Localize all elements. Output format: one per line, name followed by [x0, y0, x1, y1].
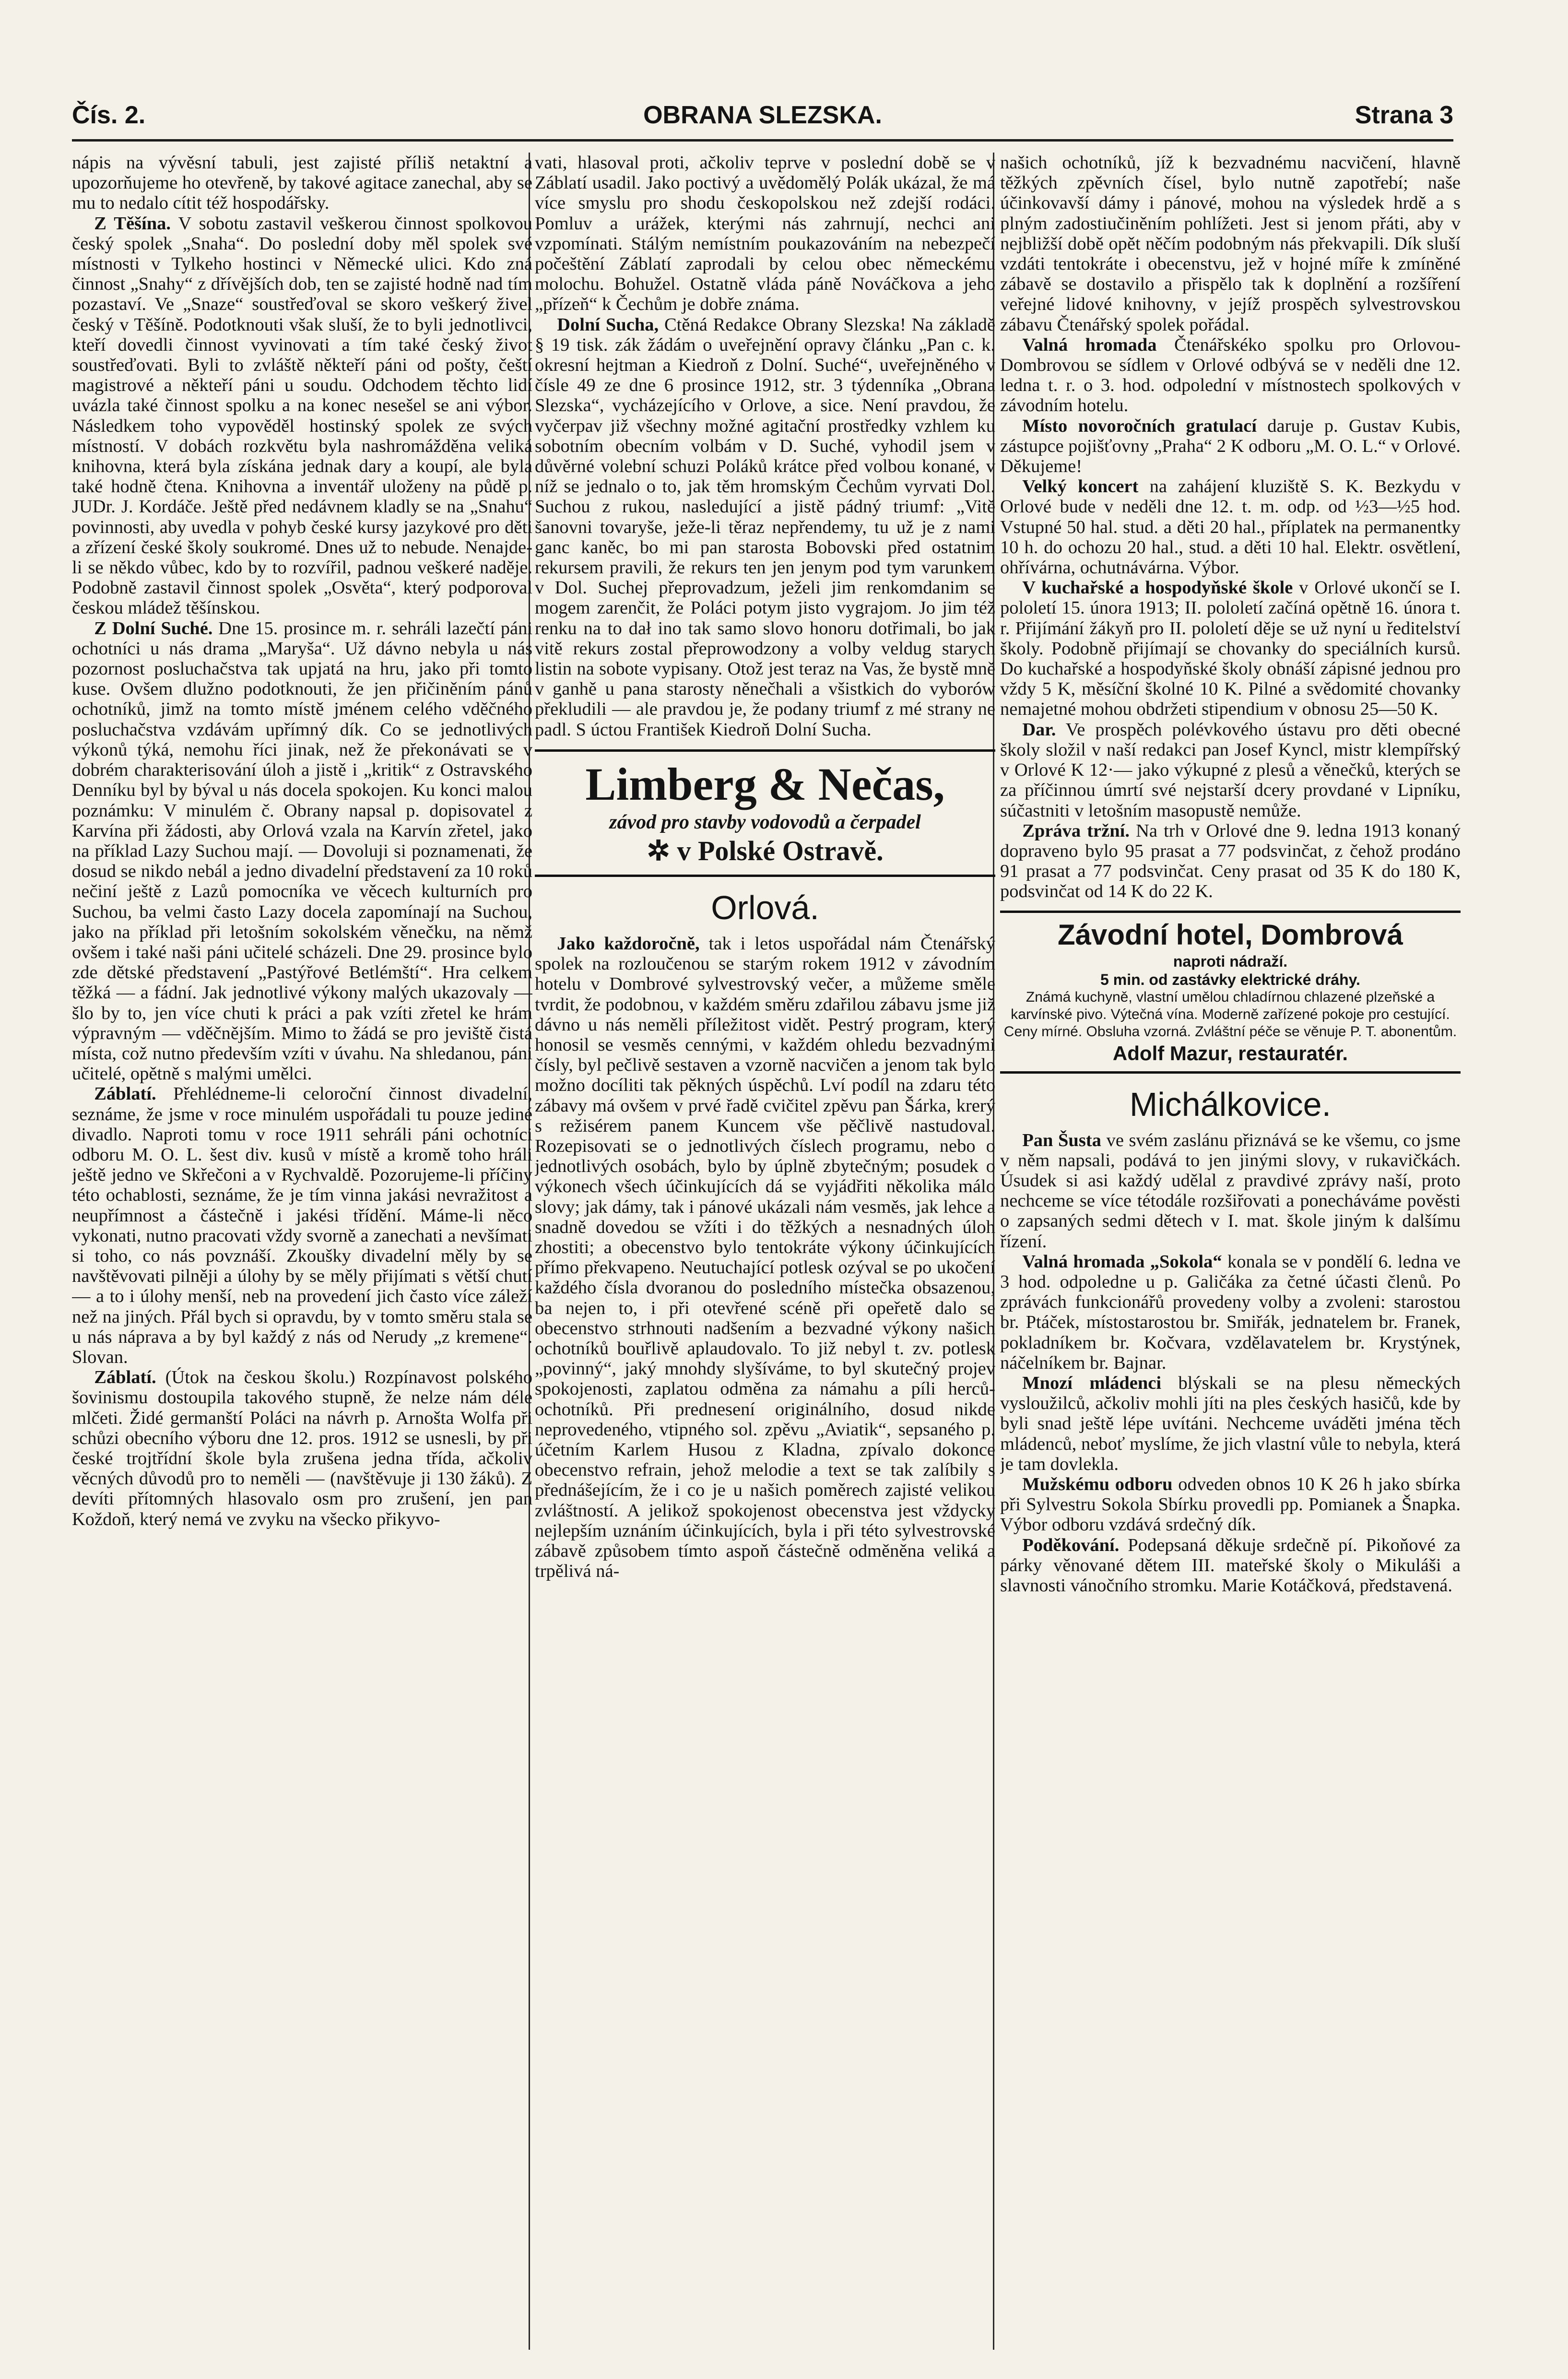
- article-heading: Z Dolní Suché.: [94, 618, 213, 639]
- article-heading: V kuchařské a hospodyňské škole: [1022, 578, 1293, 598]
- advertisement-limberg: [535, 749, 995, 877]
- article-text: Ctěná Redakce Obrany Slezska! Na základě § 19 tisk. zák žádám o uveřejnění opravy článku „Pan c. k. okresní hejtman a Kiedroň z Dolní. Suché“, uveřejněného v čísle 49 ze dne 6 prosince 1912, str. 3 týdenníka „Obrana Slezska“, vycházejícího v Orlove, a sice. Není pravdou, že vyčerpav již všechny možné agitační prostředky vzhlem ku sobotním obecním volbám v D. Suché, vyhodil jsem v důvěrné volební schuzi Poláků krátce před volbou konané, v níž se jednalo o to, jak těm hromským Čechům vyrvati Dol. Suchou z rukou, nasledující a jistě pádný triumf: „Vitě šanovni tovaryše, ježe-li těraz nepřendemy, tu už je z nami ganc kaněc, bo mi pan starosta Bobovski před ostatnim rekursem pravili, že rekurs ten jen jenym pod tym varunkem v Dol. Suchej přeprovadzum, ježeli jim renkomdanim se mogem zarenčit, že Poláci potym jisto vygrajom. Jo jim též renku na to dał ino tak samo slovo honoru dotřimali, bo jak vitě rekurs zostal přeprowodzony a volby veldug starych listin na sobote vypisany. Otož jest teraz na Vas, že bystě mně v ganhě u pana starosty něnečhali a všistkich do vyborów překludili — ale pravdou je, že podany triumf z mé strany ne padl. S úctou František Kiedroň Dolní Sucha.: [535, 314, 995, 740]
- header-rule: [72, 139, 1453, 142]
- article-text: na zahájení kluziště S. K. Bezkydu v Orlové bude v neděli dne 12. t. m. odp. od ½3—½5 hod. Vstupné 50 hal. stud. a děti 20 hal., příplatek na permanentky 10 h. do ochozu 20 hal., stud. a děti 10 hal. Elektr. osvětlení, ohřívárna, ochutnávárna. Výbor.: [1000, 476, 1461, 578]
- article-koncert: [1000, 476, 1461, 578]
- page-header: [72, 96, 1453, 134]
- article-heading: Dolní Sucha,: [557, 314, 659, 335]
- column-1: [72, 153, 532, 2350]
- article-text: Ve prospěch polévkového ústavu pro děti obecné školy složil v naší redakci pan Josef Kyncl, mistr klempířský v Orlové K 12·— jako výkupné z plesů a věnečků, kterých se za příčinnou úmrtí své nejstarší dcery provdané v Lipníku, súčastniti v letošním masopustě nemůže.: [1000, 719, 1461, 821]
- article-text: odveden obnos 10 K 26 h jako sbírka při Sylvestru Sokola Sbírku provedli pp. Pomianek a Šnapka. Výbor odboru vzdává srdečný dík.: [1000, 1474, 1461, 1535]
- advertisement-hotel: [1000, 911, 1461, 1074]
- article-dar: [1000, 720, 1461, 821]
- article-text: Na trh v Orlové dne 9. ledna 1913 konaný dopraveno bylo 95 prasat a 77 podsvinčat, z čehož prodáno 91 prasat a 77 podsvinčat. Ceny prasat od 35 K do 180 K, podsvinčat od 14 K do 22 K.: [1000, 820, 1461, 902]
- article-text: Čtenářskéko spolku pro Orlovou-Dombrovou se sídlem v Orlové odbývá se v neděli dne 12. ledna t. r. o 3. hod. odpolední v místnostech spolkových v závodním hotelu.: [1000, 334, 1461, 416]
- article-heading: Dar.: [1022, 719, 1056, 740]
- ad-city: ✲ v Polské Ostravě.: [647, 835, 884, 866]
- issue-number: Čís. 2.: [72, 101, 146, 129]
- article-gratulace: [1000, 416, 1461, 477]
- column-3: [1000, 153, 1461, 2350]
- article-text: daruje p. Gustav Kubis, zástupce pojišťovny „Praha“ 2 K odboru „M. O. L.“ v Orlové. Děkujeme!: [1000, 415, 1461, 477]
- article-text: blýskali se na plesu německých vysloužilců, ačkoliv mohli jíti na ples českých hasičů, kde by byli snad ještě lépe uvítáni. Nechceme uváděti jména těch mládenců, neboť myslíme, že jich vlastní vůle to nebyla, která je tam dovlekla.: [1000, 1373, 1461, 1474]
- article-heading: Jako každoročně,: [557, 933, 700, 954]
- article-heading: Velký koncert: [1022, 476, 1139, 497]
- hotel-distance: 5 min. od zastávky elektrické dráhy.: [1100, 971, 1360, 988]
- article-dolni-suche: [72, 618, 532, 1084]
- article-text: Podepsaná děkuje srdečně pí. Pikoňové za párky věnované dětem III. mateřské školy o Mikuláši a slavnosti vánočního stromku. Marie Kotáčková, představená.: [1000, 1535, 1461, 1596]
- article-text: V sobotu zastavil veškerou činnost spolkovou český spolek „Snaha“. Do poslední doby měl spolek své místnosti v Tylkeho hostinci v Německé ulici. Kdo zná činnost „Snahy“ z dřívějších dob, ten se zajisté hodně nad tím pozastaví. Ve „Snaze“ soustřeďoval se skoro veškerý živel český v Těšíně. Podotknouti však sluší, že to byli jednotlivci, kteří dovedli činnost vyvinovati a tím také český život soustřeďovati. Byli to zvláště někteří páni od pošty, čeští magistrové a někteří páni u soudu. Odchodem těchto lidí uvázla také činnost spolku a na konec nesešel se ani výbor. Následkem toho vypověděl hostinský spolek ze svých místností. V dobách rozkvětu byla nashromážděna veliká knihovna, která byla získána jednak dary a koupí, ale byla také hodně čtena. Knihovna a inventář uloženy na půdě p. JUDr. J. Kordáče. Ještě před nedávnem kladly se na „Snahu“ povinnosti, aby uvedla v pohyb české kursy jazykové pro děti a zřízení české školy soukromé. Dnes už to nebude. Nenajde-li se někdo vůbec, kdo by to rozvířil, padnou veškeré naděje. Podobně zastavil činnost spolek „Osvěta“, který podporoval českou mládež těšínskou.: [72, 213, 532, 618]
- article-text: našich ochotníků, jíž k bezvadnému nacvičení, hlavně těžkých zpěvních čísel, bylo nutně zapotřebí; naše účinkovavší dámy i pánové, mohou na výsledek hrdě a s plným zadostiučiněním pohlížeti. Jest si jenom přáti, aby v nejbližší době opět něčím podobným nás překvapili. Dík sluší vzdáti tentokráte i obecenstvu, jež v hojné míře k zmíněné zábavě se dostavilo a přispělo tak k doplnění a rozšíření veřejné lidové knihovny, v jejíž prospěch sylvestrovskou zábavu Čtenářský spolek pořádal.: [1000, 153, 1461, 335]
- article-heading: Záblatí.: [94, 1367, 156, 1388]
- page-number: Strana 3: [1355, 101, 1453, 129]
- article-heading: Místo novoročních gratulací: [1022, 415, 1257, 436]
- column-2: [535, 153, 995, 2350]
- article-zablati-divadlo: [72, 1084, 532, 1367]
- article-mladenci: [1000, 1373, 1461, 1474]
- article-text: konala se v pondělí 6. ledna ve 3 hod. odpoledne u p. Galičáka za četné účasti členů. Po zprávách funkcionářů provedeny volby a zvoleni: starostou br. Ptáček, místostarostou br. Smiřák, jednatelem br. Franek, pokladníkem br. Kočvara, vzdělavatelem br. Krystýnek, náčelníkem br. Bajnar.: [1000, 1251, 1461, 1373]
- article-heading: Mužskému odboru: [1022, 1474, 1173, 1494]
- article-text: v Orlové ukončí se I. pololetí 15. února 1913; II. pololetí začíná opětně 16. února t. r. Přijímání žákyň pro II. pololetí děje se už nyní u ředitelství školy. Podobně přijímají se chovanky do speciálních kursů. Do kuchařské a hospodyňské školy obnáší zápisné jednou pro vždy 5 K, měsíční školné 10 K. Pilné a svědomité chovanky nemajetné mohou obdržeti stipendium v obnosu 25—50 K.: [1000, 578, 1461, 720]
- section-title-michalkovice: Michálkovice.: [1129, 1085, 1332, 1123]
- article-orlova-zabava: [535, 934, 995, 1582]
- article-text: ve svém zaslánu přiznává se ke všemu, co jsme v něm napsali, podává to jen jinými slovy, v rukavičkách. Úsudek si asi každý udělal z pravdivé zprávy naší, proto nechceme se více tétodále rozšiřovati a ponecháváme pověsti o zapsaných sedmi dětech v I. mat. škole jiným k dalšímu řízení.: [1000, 1130, 1461, 1252]
- hotel-name: Závodní hotel, Dombrová: [1057, 918, 1403, 951]
- article-muzsky-odbor: [1000, 1474, 1461, 1535]
- article-zablati-skola: [72, 1367, 532, 1529]
- article-text: vati, hlasoval proti, ačkoliv teprve v poslední době se v Záblatí usadil. Jako poctivý a uvědomělý Polák ukázal, že má více smyslu pro shodu českopolskou než zdejší rodáci. Pomluv a urážek, kterými nás zahrnují, nechci ani vzpomínati. Stálým nemístním poukazováním na nebezpečí počeštění Záblatí zaprodali by celou obec německému molochu. Bohužel. Ostatně vláda páně Nováčkova a jeho „přízeň“ k Čechům je dobře známa.: [535, 153, 995, 315]
- section-title-orlova: Orlová.: [711, 888, 819, 926]
- newspaper-title: OBRANA SLEZSKA.: [643, 101, 882, 129]
- article-kucharska-skola: [1000, 578, 1461, 719]
- article-tesin: [72, 213, 532, 618]
- hotel-owner: Adolf Mazur, restauratér.: [1112, 1042, 1348, 1065]
- article-podekovani: [1000, 1535, 1461, 1596]
- article-heading: Záblatí.: [94, 1084, 156, 1104]
- article-text: tak i letos uspořádal nám Čtenářský spolek na rozloučenou se starým rokem 1912 v závodním hotelu v Dombrové sylvestrovský večer, a můžeme směle tvrdit, že podobnou, v každém směru zdařilou zábavu jsme již dávno u nás neměli příležitost vidět. Pestrý program, který honosil se vesměs cennými, v každém ohledu bezvadnými čísly, byl pečlivě sestaven a vzorně nacvičen a jenom tak bylo možno docíliti tak pěkných úspěchů. Lví podíl na zdaru této zábavy má ovšem v prvé řadě cvičitel zpěvu pan Šárka, krerý s režisérem panem Kuncem vše pěčlivě nastudoval. Rozepisovati se o jednotlivých číslech programu, nebo o jednotlivých osobách, bylo by úplně zbytečným; posudek o výkonech všech účinkujících dá se vyjádřiti několika málo slovy; jak dámy, tak i pánové ukázali nám vesměs, jak lehce a snadně dovedou se vžíti i do těžkých a nesnadných úloh zhostiti; a obecenstvo bylo tentokráte výkony účinkujících přímo překvapeno. Neutuchající potlesk ozýval se po ukočení každého čísla dvoranou do posledního místečka obsazenou, ba nejen to, i při otevřené scéně při opeřetě dalo se obecenstvo strhnouti nadšením a bezvadné výkony našich ochotníků bouřlivě aplaudovalo. To již nebyl t. zv. potlesk „povinný“, jaký mnohdy slyšíváme, to byl skutečný projev spokojenosti, zaplatou odměna za námahu a píli herců-ochotníků. Při prednesení originálního, dosud nikde neprovedeného, vtipného sol. zpěvu „Aviatik“, sepsaného p. účetním Karlem Husou z Kladna, zpívalo dokonce obecenstvo refrain, jehož melodie a text se tak zalíbily s přednášejícím, že i co je u našich poměrech zajisté velikou zvláštností. A jelikož spokojenost obecenstva jest vždycky nejlepším uznáním účinkujících, byla i při této sylvestrovské zábavě způsobem tímto aspoň částečně odměněna veliká a trpělivá ná-: [535, 933, 995, 1582]
- article-heading: Mnozí mládenci: [1022, 1373, 1162, 1393]
- article-valna-hromada: [1000, 335, 1461, 416]
- hotel-description: Známá kuchyně, vlastní umělou chladírnou chlazené plzeňské a karvínské pivo. Výtečná vína. Moderně zařízené pokoje pro cestující. Ceny mírné. Obsluha vzorná. Zvláštní péče se věnuje P. T. abonentům.: [1003, 989, 1457, 1040]
- article-text: nápis na vývěsní tabuli, jest zajisté příliš netaktní a upozorňujeme ho otevřeně, by takové agitace zanechal, aby se mu to nedalo cítit též hospodářsky.: [72, 153, 532, 213]
- ad-company-name: Limberg & Nečas,: [585, 758, 945, 810]
- article-sokol: [1000, 1252, 1461, 1373]
- article-text: Dne 15. prosince m. r. sehráli lazečtí páni ochotníci u nás drama „Maryša“. Už dávno nebyla u nás pozornost posluchačstva tak upjatá na hru, jako při tomto kuse. Ovšem dlužno podotknouti, že jen přičiněním pánů ochotníků, jimž na tomto místě jménem celého vděčného posluchačstva vzdávám upřímný dík. Co se jednotlivých výkonů týká, nemohu říci jinak, než že překonávati se v dobrém charakterisování úloh a jistě i „kritik“ z Ostravského Denníku byl by býval u nás docela spokojen. Ku konci malou poznámku: V minulém č. Obrany napsal p. dopisovatel z Karvína při žádosti, aby Orlová vzala na Karvín zřetel, jako na příklad Lazy Suchou mají. — Dovoluji si poznamenati, že dosud se nikdo nebál a jedno divadelní představení za 10 roků nečiní ještě z Lazů pomocníka ve věcech kulturních pro Suchou, ba velmi často Lazy docela zapomínají na Suchou, jako na příklad při letošním sokolském věnečku, na němž ovšem i také naši páni učitelé scházeli. Dne 29. prosince bylo zde dětské představení „Pastýřové Betlémští“. Hra celkem těžká — a fádní. Jak jednotlivé výkony malých ukazovaly — šlo by to, jen více chuti k práci a pak vzíti zřetel ke hrám výpravným — vděčnějším. Mimo to žádá se pro jeviště čistá místa, což nutno především vzíti v úvahu. Na shledanou, páni učitelé, opětně s malými umělci.: [72, 618, 532, 1084]
- article-heading: Z Těšína.: [94, 213, 171, 234]
- ad-tagline: závod pro stavby vodovodů a čerpadel: [609, 811, 921, 833]
- article-text: (Útok na českou školu.) Rozpínavost polského šovinismu dostoupila takového stupně, že nelze nám déle mlčeti. Židé germanští Poláci na návrh p. Arnošta Wolfa při schůzi obecního výboru dne 12. pros. 1912 se usnesli, by při české trojtřídní škole byla zrušena jedna třída, ačkoliv věcných důvodů pro to neměli — (navštěvuje ji 130 žáků). Z devíti přítomných hlasovalo osm pro zrušení, jen pan Koždoň, který nemá ve zvyku na všecko přikyvo-: [72, 1367, 532, 1529]
- article-heading: Valná hromada: [1022, 334, 1157, 355]
- article-text: Přehlédneme-li celoroční činnost divadelní, seznáme, že jsme v roce minulém uspořádali tu pouze jediné divadlo. Naproti tomu v roce 1911 sehráli páni ochotníci odboru M. O. L. šest div. kusů v místě a kromě toho hráli ještě jedno ve Skřečoni a v Rychvaldě. Pozorujeme-li příčiny této ochablosti, seznáme, že je tím vinna jakási nevražitost a neupřímnost a částečně i jakési třídění. Máme-li něco vykonati, nutno pracovati vždy svorně a zanechati a nevšímati si toho, co nás povznáší. Zkoušky divadelní měly by se navštěvovati pilněji a úlohy by se měly přijímati s větší chutí — a to i úlohy menší, neb na provedení jich často více záleží než na jiných. Přál bych si opravdu, by v tomto směru stala se u nás náprava a by byl každý z nás od Nerudy „z kremene“. Slovan.: [72, 1084, 532, 1367]
- article-zprava-trzni: [1000, 821, 1461, 902]
- ad-city-text: v Polské Ostravě.: [677, 835, 884, 866]
- article-heading: Poděkování.: [1022, 1535, 1120, 1555]
- article-oprava: [535, 315, 995, 740]
- article-heading: Pan Šusta: [1022, 1130, 1101, 1150]
- article-susta: [1000, 1130, 1461, 1252]
- article-heading: Zpráva tržní.: [1022, 820, 1130, 841]
- hotel-location: naproti nádraží.: [1173, 952, 1288, 970]
- article-heading: Valná hromada „Sokola“: [1022, 1251, 1222, 1272]
